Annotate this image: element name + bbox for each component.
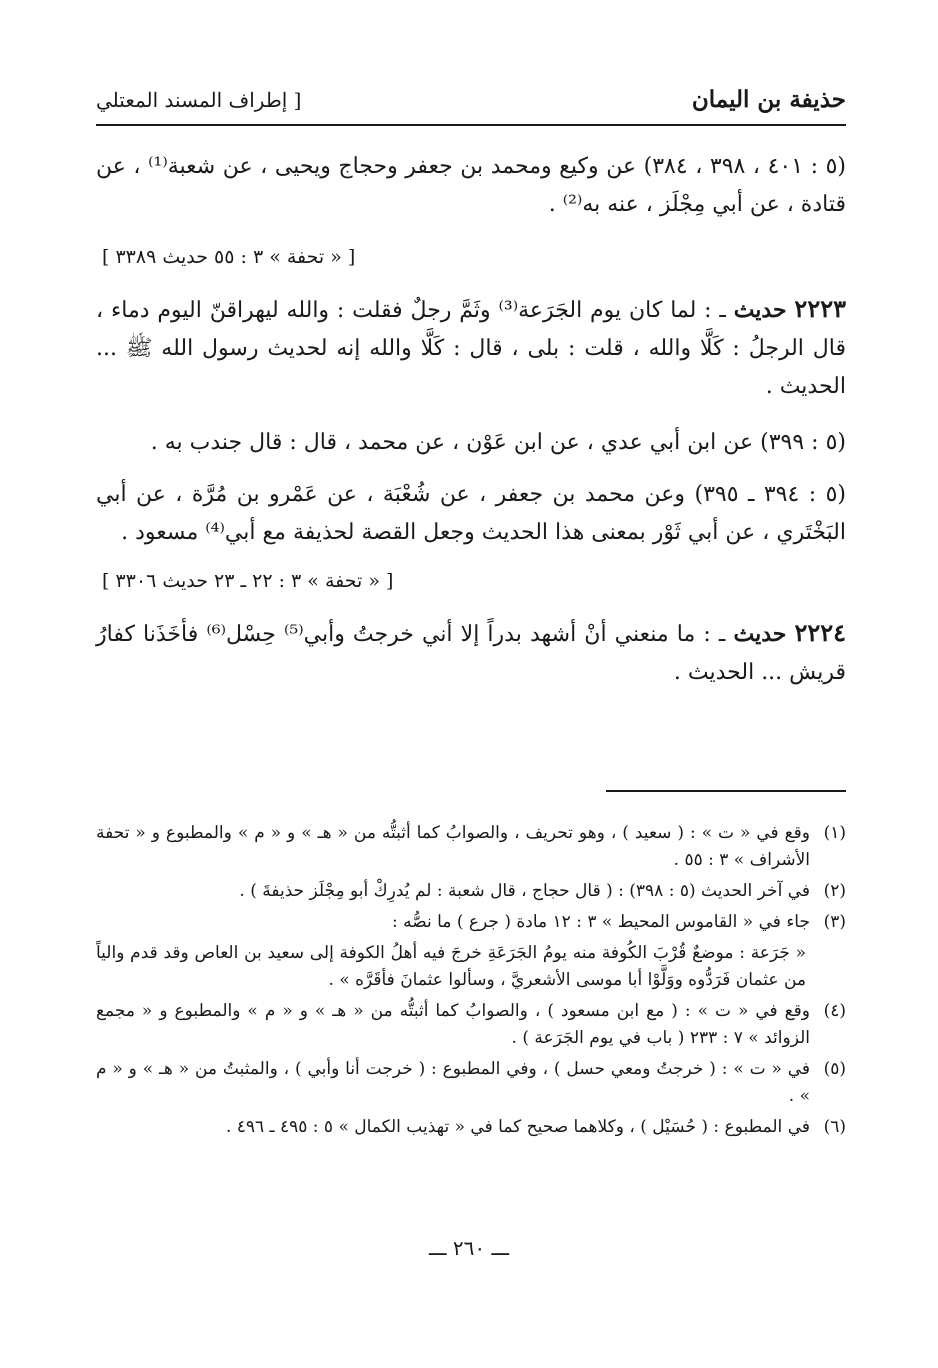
footnote-6 xyxy=(96,1114,846,1141)
chain-paragraph-1: (٥ : ٤٠١ ، ٣٩٨ ، ٣٨٤) عن وكيع ومحمد بن جعفر وحجاج ويحيى ، عن شعبة⁽¹⁾ ، عن قتادة ، عن أبي مِجْلَز ، عنه به⁽²⁾ . xyxy=(96,154,847,217)
hadith-label-2224: حديث xyxy=(733,621,787,647)
footnote-1 xyxy=(96,820,846,874)
footnote-text: في « ت » : ( خرجتُ ومعي حسل ) ، وفي المطبوع : ( خرجت أنا وأبي ) ، والمثبتُ من « هـ » و « م » . xyxy=(96,1059,810,1106)
hadith-2224 xyxy=(96,614,846,692)
running-header xyxy=(96,80,846,126)
footnote-text: في المطبوع : ( حُسَيْل ) ، وكلاهما صحيح كما في « تهذيب الكمال » ٥ : ٤٩٥ ـ ٤٩٦ . xyxy=(225,1117,810,1137)
hadith-label-2223: حديث xyxy=(733,297,787,323)
footnote-number: (٦) xyxy=(823,1117,846,1137)
header-book-title: [ إطراف المسند المعتلي xyxy=(96,88,302,112)
hadith-2223 xyxy=(96,290,846,406)
chain-paragraph-2: (٥ : ٣٩٩) عن ابن أبي عدي ، عن ابن عَوْن ، عن محمد ، قال : قال جندب به . xyxy=(150,430,846,455)
header-chapter-title: حذيفة بن اليمان xyxy=(691,86,846,113)
footnote-text: في آخر الحديث (٥ : ٣٩٨) : ( قال حجاج ، قال شعبة : لم يُدرِكْ أبو مِجْلَز حذيفةَ ) . xyxy=(239,881,810,901)
footnote-number: (١) xyxy=(823,823,846,843)
footnote-number: (٢) xyxy=(823,881,846,901)
chain-paragraph-3: (٥ : ٣٩٤ ـ ٣٩٥) وعن محمد بن جعفر ، عن شُعْبَة ، عن عَمْرو بن مُرَّة ، عن أبي البَخْتَري ، عن أبي ثَوْر بمعنى هذا الحديث وجعل القصة لحذيفة مع أبي⁽⁴⁾ مسعود . xyxy=(96,482,846,545)
footnote-4 xyxy=(96,998,846,1052)
footnote-number: (٤) xyxy=(823,1001,846,1021)
hadith-number-2223: ٢٢٢٣ xyxy=(794,294,846,323)
footnote-3 xyxy=(96,909,846,936)
footnote-text: وقع في « ت » : ( سعيد ) ، وهو تحريف ، والصوابُ كما أثبتُّه من « هـ » و « م » والمطبوع و « تحفة الأشراف » ٣ : ٥٥ . xyxy=(96,823,810,870)
tuhfa-reference-2-text: [ « تحفة » ٣ : ٢٢ ـ ٢٣ حديث ٣٣٠٦ ] xyxy=(102,570,394,592)
page-number: ـــ ٢٦٠ ـــ xyxy=(428,1236,510,1260)
tuhfa-reference-1-text: [ « تحفة » ٣ : ٥٥ حديث ٣٣٨٩ ] xyxy=(102,246,356,268)
footnote-3-quote: « جَرَعة : موضعٌ قُرْبَ الكُوفة منه يومُ الجَرَعَةِ خرجَ فيه أهلُ الكوفة إلى سعيد بن العاص وقد قدم والياً من عثمان فَرَدُّوه ووَلَّوْا أبا موسى الأشعريَّ ، وسألوا عثمانَ فأقَرَّه » . xyxy=(96,943,806,990)
footnotes xyxy=(96,820,846,1145)
footnote-text: وقع في « ت » : ( مع ابن مسعود ) ، والصوابُ كما أثبتُّه من « هـ » و « م » والمطبوع و « مجمع الزوائد » ٧ : ٢٣٣ ( باب في يوم الجَرَعة ) . xyxy=(96,1001,810,1048)
hadith-text-2224: ـ : ما منعني أنْ أشهد بدراً إلا أني خرجتُ وأبي⁽⁵⁾ حِسْل⁽⁶⁾ فأخَذَنا كفارُ قريش ... الحديث . xyxy=(96,622,846,685)
footnote-divider xyxy=(606,790,846,792)
footnote-5 xyxy=(96,1056,846,1110)
hadith-text-2223: ـ : لما كان يوم الجَرَعة⁽³⁾ وثَمَّ رجلٌ فقلت : والله ليهراقنّ اليوم دماء ، قال الرجلُ : كَلَّا والله ، قلت : بلى ، قال : كَلَّا والله إنه لحديث رسول الله ﷺ ... الحديث . xyxy=(96,298,846,399)
footnote-number: (٣) xyxy=(823,912,846,932)
main-text xyxy=(96,148,846,710)
footnote-number: (٥) xyxy=(823,1059,846,1079)
tuhfa-reference-1 xyxy=(96,242,846,272)
hadith-number-2224: ٢٢٢٤ xyxy=(794,618,847,647)
footnote-2 xyxy=(96,878,846,905)
tuhfa-reference-2 xyxy=(96,566,846,596)
footnote-text: جاء في « القاموس المحيط » ٣ : ١٢ مادة ( جرع ) ما نصُّه : xyxy=(392,912,810,932)
